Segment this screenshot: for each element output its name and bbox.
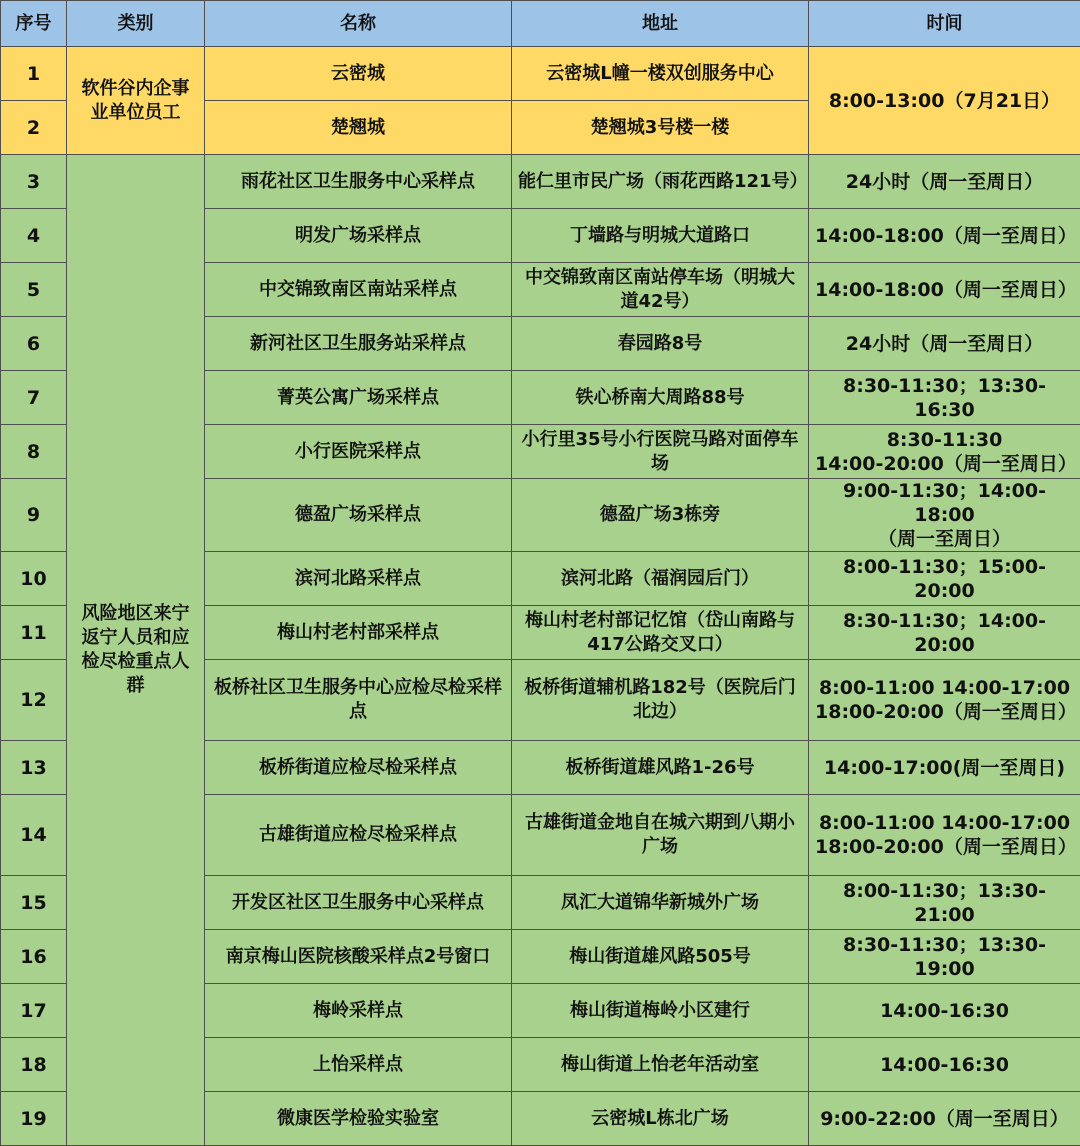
- row-time: 14:00-18:00（周一至周日）: [809, 263, 1080, 317]
- row-address: 梅山村老村部记忆馆（岱山南路与417公路交叉口）: [512, 606, 809, 660]
- row-time: [809, 479, 1080, 552]
- row-name: 中交锦致南区南站采样点: [205, 263, 512, 317]
- header-address: 地址: [512, 1, 809, 47]
- row-time: 8:00-11:30；13:30-21:00: [809, 876, 1080, 930]
- row-time: 14:00-18:00（周一至周日）: [809, 209, 1080, 263]
- row-seq: 5: [1, 263, 67, 317]
- row-seq: 13: [1, 741, 67, 795]
- header-row: [1, 1, 1080, 47]
- time-line: 8:00-11:00 14:00-17:00: [815, 676, 1074, 700]
- row-name: 德盈广场采样点: [205, 479, 512, 552]
- row-seq: 14: [1, 795, 67, 876]
- row-address: 德盈广场3栋旁: [512, 479, 809, 552]
- row-time: [809, 660, 1080, 741]
- row-name: 楚翘城: [205, 101, 512, 155]
- row-seq: 10: [1, 552, 67, 606]
- row-address: 小行里35号小行医院马路对面停车场: [512, 425, 809, 479]
- row-address: 云密城L幢一楼双创服务中心: [512, 47, 809, 101]
- row-name: 明发广场采样点: [205, 209, 512, 263]
- row-seq: 9: [1, 479, 67, 552]
- row-time: [809, 795, 1080, 876]
- table-row: [1, 155, 1080, 209]
- row-address: 板桥街道辅机路182号（医院后门北边）: [512, 660, 809, 741]
- row-address: 凤汇大道锦华新城外广场: [512, 876, 809, 930]
- row-address: 能仁里市民广场（雨花西路121号）: [512, 155, 809, 209]
- row-time: 8:00-13:00（7月21日）: [809, 47, 1080, 155]
- time-line: 8:00-11:00 14:00-17:00: [815, 811, 1074, 835]
- row-address: 板桥街道雄风路1-26号: [512, 741, 809, 795]
- row-name: 新河社区卫生服务站采样点: [205, 317, 512, 371]
- row-name: 滨河北路采样点: [205, 552, 512, 606]
- row-time: 14:00-16:30: [809, 1038, 1080, 1092]
- row-name: 古雄街道应检尽检采样点: [205, 795, 512, 876]
- row-name: 开发区社区卫生服务中心采样点: [205, 876, 512, 930]
- row-name: 梅岭采样点: [205, 984, 512, 1038]
- row-time: 24小时（周一至周日）: [809, 155, 1080, 209]
- table-row: [1, 47, 1080, 101]
- row-name: 板桥街道应检尽检采样点: [205, 741, 512, 795]
- row-seq: 19: [1, 1092, 67, 1146]
- row-name: 上怡采样点: [205, 1038, 512, 1092]
- row-address: 楚翘城3号楼一楼: [512, 101, 809, 155]
- row-seq: 18: [1, 1038, 67, 1092]
- row-name: 菁英公寓广场采样点: [205, 371, 512, 425]
- row-seq: 1: [1, 47, 67, 101]
- header-time: 时间: [809, 1, 1080, 47]
- row-time: 14:00-16:30: [809, 984, 1080, 1038]
- row-address: 梅山街道上怡老年活动室: [512, 1038, 809, 1092]
- time-line: （周一至周日）: [815, 527, 1074, 551]
- row-time: 8:30-11:30；14:00-20:00: [809, 606, 1080, 660]
- row-seq: 2: [1, 101, 67, 155]
- row-time: 8:00-11:30；15:00-20:00: [809, 552, 1080, 606]
- row-address: 丁墙路与明城大道路口: [512, 209, 809, 263]
- row-address: 梅山街道雄风路505号: [512, 930, 809, 984]
- row-name: 梅山村老村部采样点: [205, 606, 512, 660]
- row-seq: 11: [1, 606, 67, 660]
- row-time: [809, 425, 1080, 479]
- row-time: 24小时（周一至周日）: [809, 317, 1080, 371]
- row-name: 小行医院采样点: [205, 425, 512, 479]
- time-line: 14:00-20:00（周一至周日）: [815, 452, 1074, 476]
- row-name: 南京梅山医院核酸采样点2号窗口: [205, 930, 512, 984]
- row-time: 14:00-17:00(周一至周日): [809, 741, 1080, 795]
- row-address: 滨河北路（福润园后门）: [512, 552, 809, 606]
- row-address: 铁心桥南大周路88号: [512, 371, 809, 425]
- row-seq: 8: [1, 425, 67, 479]
- row-seq: 6: [1, 317, 67, 371]
- category-cell: 软件谷内企事业单位员工: [67, 47, 205, 155]
- time-line: 8:30-11:30: [815, 428, 1074, 452]
- row-name: 微康医学检验实验室: [205, 1092, 512, 1146]
- row-address: 古雄街道金地自在城六期到八期小广场: [512, 795, 809, 876]
- row-seq: 7: [1, 371, 67, 425]
- row-time: 9:00-22:00（周一至周日）: [809, 1092, 1080, 1146]
- row-address: 春园路8号: [512, 317, 809, 371]
- time-line: 18:00-20:00（周一至周日）: [815, 700, 1074, 724]
- row-name: 板桥社区卫生服务中心应检尽检采样点: [205, 660, 512, 741]
- row-time: 8:30-11:30；13:30-19:00: [809, 930, 1080, 984]
- row-seq: 15: [1, 876, 67, 930]
- row-address: 中交锦致南区南站停车场（明城大道42号）: [512, 263, 809, 317]
- header-name: 名称: [205, 1, 512, 47]
- row-seq: 12: [1, 660, 67, 741]
- row-seq: 3: [1, 155, 67, 209]
- row-address: 梅山街道梅岭小区建行: [512, 984, 809, 1038]
- row-seq: 16: [1, 930, 67, 984]
- row-time: 8:30-11:30；13:30-16:30: [809, 371, 1080, 425]
- header-category: 类别: [67, 1, 205, 47]
- time-line: 18:00-20:00（周一至周日）: [815, 835, 1074, 859]
- row-address: 云密城L栋北广场: [512, 1092, 809, 1146]
- time-line: 9:00-11:30；14:00-18:00: [815, 479, 1074, 527]
- row-name: 雨花社区卫生服务中心采样点: [205, 155, 512, 209]
- row-name: 云密城: [205, 47, 512, 101]
- category-cell: 风险地区来宁返宁人员和应检尽检重点人群: [67, 155, 205, 1146]
- row-seq: 17: [1, 984, 67, 1038]
- row-seq: 4: [1, 209, 67, 263]
- header-seq: 序号: [1, 1, 67, 47]
